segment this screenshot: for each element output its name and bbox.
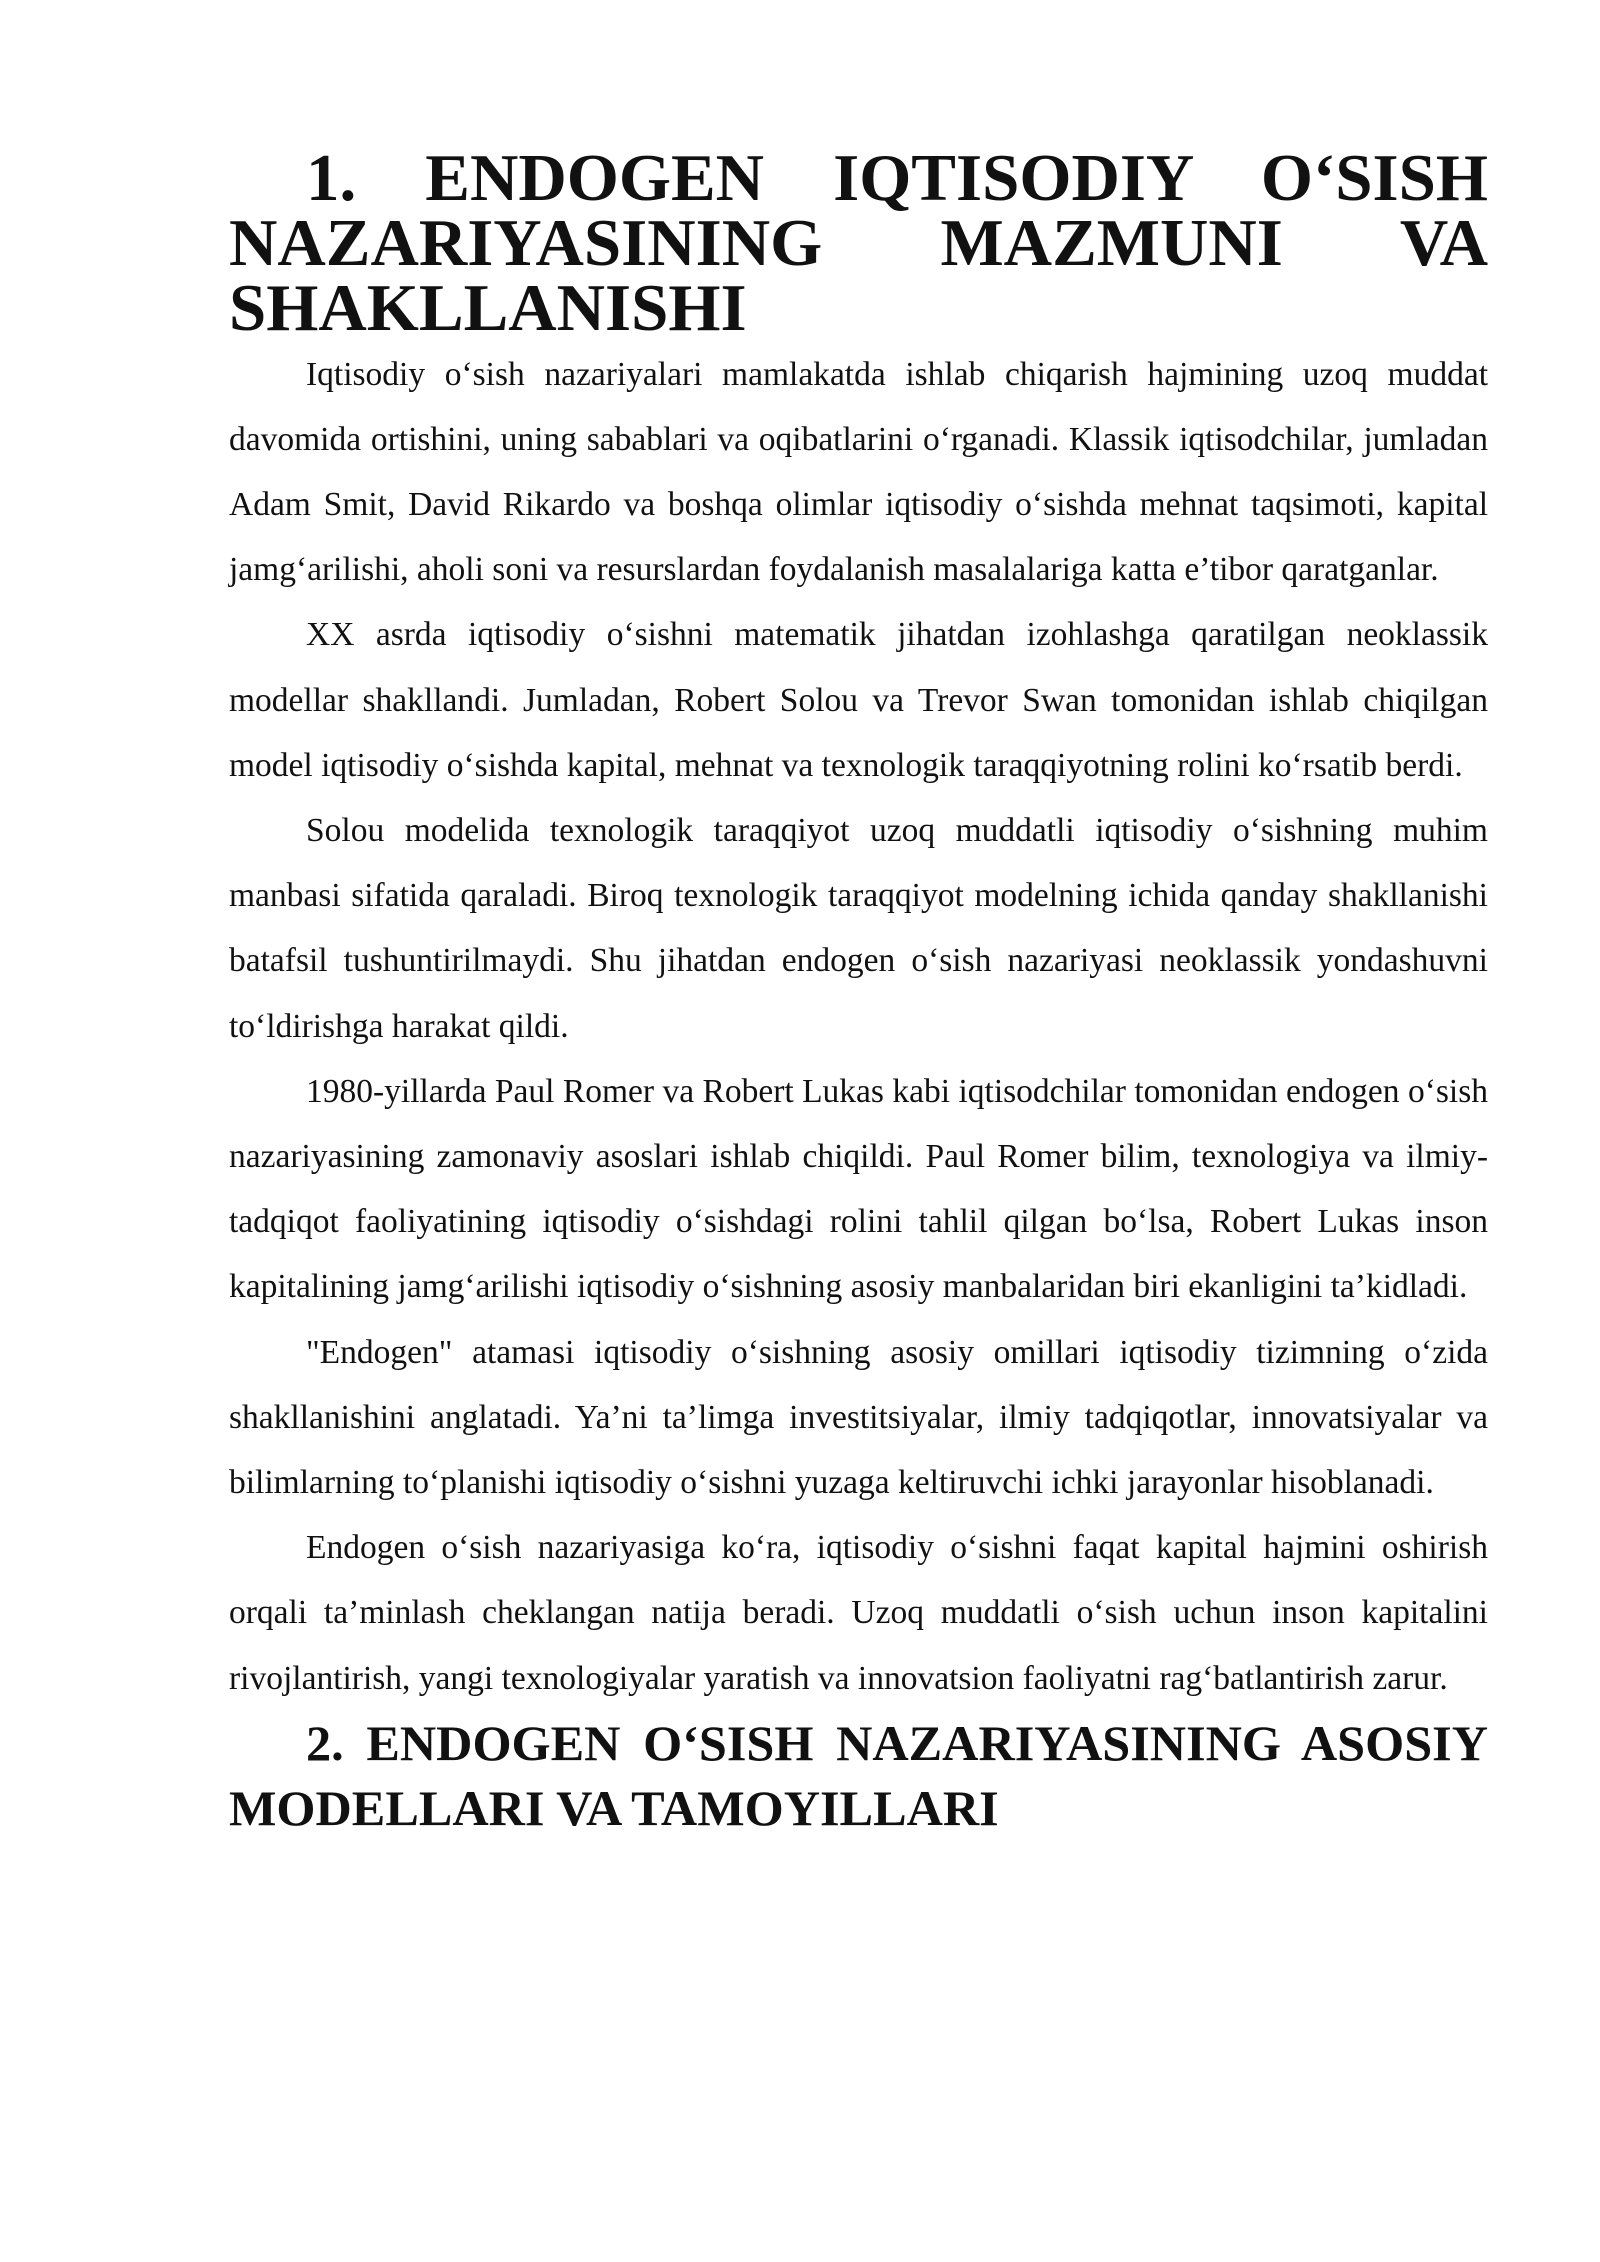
paragraph-1: Iqtisodiy o‘sish nazariyalari mamlakatda ishlab chiqarish hajmining uzoq muddat davomida ortishini, uning sabablari va oqibatlarini o‘rganadi. Klassik iqtisodchilar, jumladan Adam Smit, David Rikardo va boshqa olimlar iqtisodiy o‘sishda mehnat taqsimoti, kapital jamg‘arilishi, aholi soni va resurslardan foydalanish masalalariga katta e’tibor qaratganlar. xyxy=(229,355,1488,589)
paragraph-4: 1980-yillarda Paul Romer va Robert Lukas kabi iqtisodchilar tomonidan endogen o‘sish nazariyasining zamonaviy asoslari ishlab chiqildi. Paul Romer bilim, texnologiya va ilmiy-tadqiqot faoliyatining iqtisodiy o‘sishdagi rolini tahlil qilgan bo‘lsa, Robert Lukas inson kapitalining jamg‘arilishi iqtisodiy o‘sishning asosiy manbalaridan biri ekanligini ta’kidladi. xyxy=(229,1072,1488,1306)
paragraph-6: Endogen o‘sish nazariyasiga ko‘ra, iqtisodiy o‘sishni faqat kapital hajmini oshirish orqali ta’minlash cheklangan natija beradi. Uzoq muddatli o‘sish uchun inson kapitalini rivojlantirish, yangi texnologiyalar yaratish va innovatsion faoliyatni rag‘batlantirish zarur. xyxy=(229,1529,1488,1697)
paragraph-2: XX asrda iqtisodiy o‘sishni matematik jihatdan izohlashga qaratilgan neoklassik modellar shakllandi. Jumladan, Robert Solou va Trevor Swan tomonidan ishlab chiqilgan model iqtisodiy o‘sishda kapital, mehnat va texnologik taraqqiyotning rolini ko‘rsatib berdi. xyxy=(229,616,1488,784)
document-page xyxy=(229,141,1488,1841)
paragraph-3: Solou modelida texnologik taraqqiyot uzoq muddatli iqtisodiy o‘sishning muhim manbasi sifatida qaraladi. Biroq texnologik taraqqiyot modelning ichida qanday shakllanishi batafsil tushuntirilmaydi. Shu jihatdan endogen o‘sish nazariyasi neoklassik yondashuvni to‘ldirishga harakat qildi. xyxy=(229,812,1488,1045)
section-heading-2: 2. ENDOGEN O‘SISH NAZARIYASINING ASOSIY MODELLARI VA TAMOYILLARI xyxy=(229,1714,1488,1837)
paragraph-5: "Endogen" atamasi iqtisodiy o‘sishning asosiy omillari iqtisodiy tizimning o‘zida shakllanishini anglatadi. Ya’ni ta’limga investitsiyalar, ilmiy tadqiqotlar, innovatsiyalar va bilimlarning to‘planishi iqtisodiy o‘sishni yuzaga keltiruvchi ichki jarayonlar hisoblanadi. xyxy=(229,1333,1488,1502)
section-heading-1: 1. ENDOGEN IQTISODIY O‘SISH NAZARIYASINING MAZMUNI VA SHAKLLANISHI xyxy=(229,141,1488,346)
